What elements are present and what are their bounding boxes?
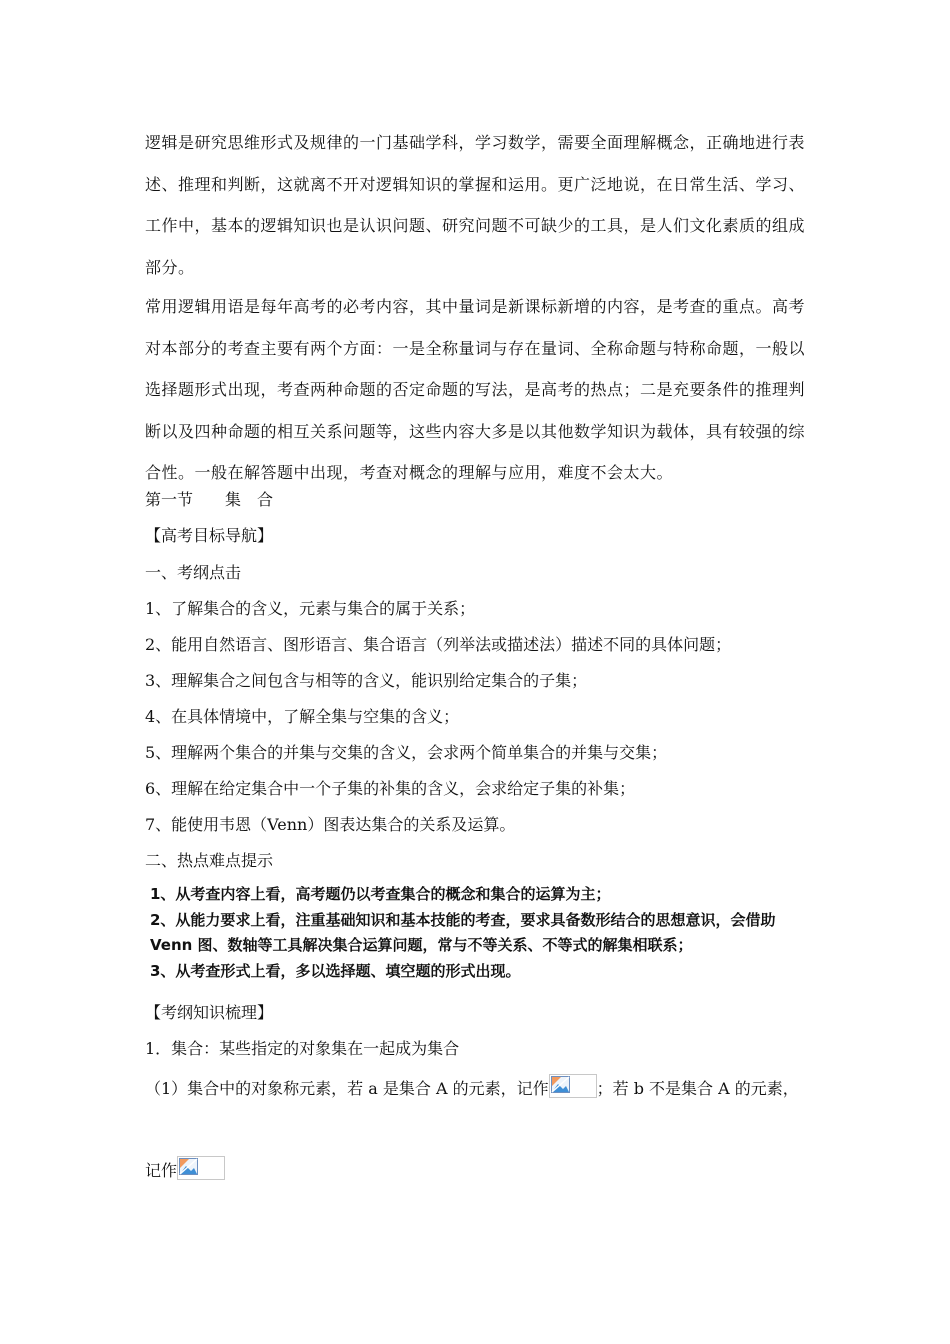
element-text-c: 记作 [145, 1161, 178, 1180]
syllabus-item: 5、理解两个集合的并集与交集的含义，会求两个简单集合的并集与交集； [145, 743, 668, 762]
intro-paragraph-2: 常用逻辑用语是每年高考的必考内容，其中量词是新课标新增的内容，是考查的重点。高考对本部分的考查主要有两个方面：一是全称量词与存在量词、全称命题与特称命题，一般以选择题形式出现，考查两种命题的否定命题的写法，是高考的热点；二是充要条件的推理判断以及四种命题的相互关系问题等，这些内容大多是以其他数学知识为载体，具有较强的综合性。一般在解答题中出现，考查对概念的理解与应用，难度不会太大。 [145, 297, 806, 482]
definition-element-line-2 [145, 1156, 225, 1181]
intro-paragraph-1: 逻辑是研究思维形式及规律的一门基础学科，学习数学，需要全面理解概念，正确地进行表述、推理和判断，这就离不开对逻辑知识的掌握和运用。更广泛地说，在日常生活、学习、工作中，基本的逻辑知识也是认识问题、研究问题不可缺少的工具，是人们文化素质的组成部分。 [145, 133, 806, 277]
hotspots-list [145, 882, 815, 984]
syllabus-heading: 一、考纲点击 [145, 563, 242, 582]
definition-set: 1．集合：某些指定的对象集在一起成为集合 [145, 1039, 460, 1058]
nav-heading: 【高考目标导航】 [145, 526, 274, 545]
broken-image-icon [177, 1156, 225, 1180]
syllabus-item: 2、能用自然语言、图形语言、集合语言（列举法或描述法）描述不同的具体问题； [145, 635, 732, 654]
definition-element-line [145, 1074, 799, 1099]
syllabus-item: 7、能使用韦恩（Venn）图表达集合的关系及运算。 [145, 815, 516, 834]
section-title: 第一节 集 合 [145, 490, 274, 509]
element-text-a: （1）集合中的对象称元素，若 a 是集合 A 的元素，记作 [145, 1079, 549, 1098]
element-text-b: ；若 b 不是集合 A 的元素， [596, 1079, 799, 1098]
hotspot-item: 3、从考查形式上看，多以选择题、填空题的形式出现。 [150, 961, 521, 980]
knowledge-heading: 【考纲知识梳理】 [145, 1003, 274, 1022]
syllabus-item: 1、了解集合的含义，元素与集合的属于关系； [145, 599, 476, 618]
syllabus-item: 3、理解集合之间包含与相等的含义，能识别给定集合的子集； [145, 671, 588, 690]
syllabus-item: 6、理解在给定集合中一个子集的补集的含义，会求给定子集的补集； [145, 779, 636, 798]
syllabus-item: 4、在具体情境中，了解全集与空集的含义； [145, 707, 460, 726]
hotspot-item: 1、从考查内容上看，高考题仍以考查集合的概念和集合的运算为主； [150, 885, 611, 903]
broken-image-icon [549, 1074, 597, 1098]
hotspots-heading: 二、热点难点提示 [145, 851, 274, 870]
hotspot-item: 2、从能力要求上看，注重基础知识和基本技能的考查，要求具备数形结合的思想意识，会借助 Venn 图、数轴等工具解决集合运算问题，常与不等关系、不等式的解集相联系； [150, 910, 776, 954]
